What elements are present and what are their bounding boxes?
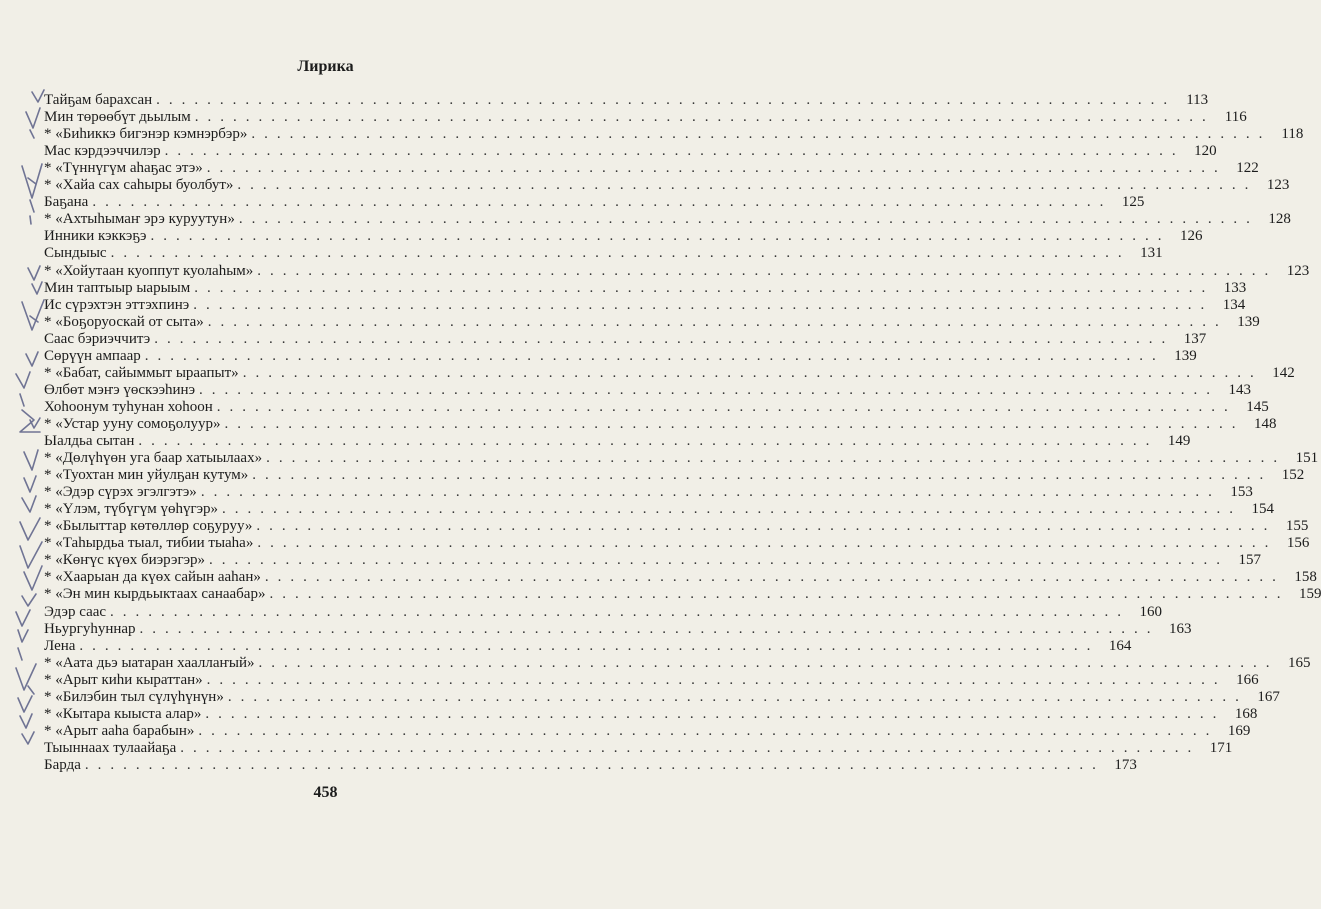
toc-entry: [44, 330, 1207, 348]
toc-entry-page: 113: [1186, 92, 1209, 108]
check-mark: [16, 664, 36, 690]
toc-entry: [44, 245, 1163, 262]
toc-entry-title: Өлбөт мэҥэ үөскээһинэ: [44, 381, 196, 398]
toc-entry-page: 152: [1281, 467, 1305, 484]
check-mark: [30, 130, 34, 138]
toc-entry-title: * «Үлэм, түбүгүм үөһүгэр»: [44, 501, 219, 518]
check-mark: [22, 300, 44, 330]
toc-entry-page: 151: [1295, 450, 1319, 467]
toc-entry: [44, 484, 1253, 501]
check-mark: [18, 630, 28, 642]
check-mark: [24, 450, 38, 470]
toc-entry: [44, 92, 1209, 109]
check-mark: [16, 610, 30, 626]
dot-leader: ................................................................................: [258, 654, 1279, 671]
toc-entry-title: * «Таһырдьа тыал, тибии тыаһа»: [44, 535, 254, 552]
dot-leader: ................................................................................: [227, 688, 1248, 705]
toc-entry-title: * «Ахтыһымаҥ эрэ куруутун»: [44, 211, 235, 228]
dot-leader: ................................................................................: [144, 347, 1165, 364]
dot-leader: ................................................................................: [79, 637, 1100, 654]
toc-entry-title: * «Бабат, сайыммыт ыраапыт»: [44, 364, 239, 381]
toc-entry-title: * «Кытара кыыста алар»: [44, 705, 202, 722]
check-mark: [20, 714, 32, 728]
toc-entry-page: 166: [1236, 671, 1259, 688]
toc-entry-page: 125: [1121, 194, 1145, 211]
dot-leader: ................................................................................: [138, 433, 1159, 449]
toc-entry-title: * «Биһиккэ бигэнэр кэмнэрбэр»: [44, 126, 248, 143]
toc-entry-page: 154: [1251, 501, 1275, 518]
check-mark: [22, 164, 42, 198]
toc-entry: [44, 756, 1137, 774]
toc-entry: [44, 313, 1260, 331]
toc-entry: [44, 535, 1310, 552]
toc-entry-page: 139: [1237, 313, 1260, 330]
toc-entry-page: 167: [1257, 688, 1280, 705]
dot-leader: ................................................................................: [194, 109, 1215, 126]
toc-entry: [44, 739, 1233, 757]
dot-leader: ................................................................................: [154, 330, 1175, 347]
toc-entry-page: 142: [1272, 364, 1295, 381]
toc-entry-title: * «Эдэр сүрэх эгэлгэтэ»: [44, 484, 197, 501]
toc-entry-title: Тайҕам барахсан: [44, 92, 153, 108]
toc-entry: [44, 671, 1259, 689]
toc-entry: [44, 262, 1310, 280]
check-mark: [28, 686, 34, 694]
check-mark: [16, 372, 30, 388]
toc-entry-page: 165: [1287, 654, 1311, 671]
toc-entry: [44, 381, 1252, 399]
toc-entry-title: Мас кэрдээччилэр: [44, 143, 161, 160]
check-mark: [30, 418, 40, 428]
toc-entry: [44, 364, 1295, 382]
toc-entry-title: * «Көҥүс күөх биэрэгэр»: [44, 552, 206, 569]
toc-entry-page: 163: [1169, 620, 1192, 637]
toc-entry-page: 156: [1286, 535, 1310, 552]
check-mark: [20, 410, 40, 432]
toc-entry-title: Сөрүүн ампаар: [44, 347, 141, 364]
toc-entry: [44, 637, 1132, 655]
toc-entry-page: 155: [1285, 518, 1309, 535]
dot-leader: ................................................................................: [209, 552, 1230, 569]
toc-entry: [44, 620, 1192, 638]
toc-entry: [44, 705, 1258, 723]
toc-entry-title: * «Билэбин тыл сүлүһүнүн»: [44, 688, 224, 705]
toc-entry-title: Тыыннаах тулаайаҕа: [44, 739, 177, 756]
dot-leader: ................................................................................: [207, 313, 1228, 330]
dot-leader: ................................................................................: [238, 211, 1259, 228]
toc-entry: [44, 143, 1217, 160]
toc-entry-title: * «Арыт ааһа барабын»: [44, 722, 195, 739]
dot-leader: ................................................................................: [264, 569, 1285, 586]
toc-entry: [44, 433, 1191, 450]
check-mark: [22, 496, 36, 512]
toc-entry-page: 143: [1228, 381, 1252, 398]
toc-entry: [44, 586, 1321, 603]
toc-entry: [44, 211, 1291, 228]
toc-entry-title: * «Хайа сах саһыры буолбут»: [44, 177, 234, 194]
check-mark: [32, 282, 42, 294]
dot-leader: ................................................................................: [224, 415, 1245, 432]
check-mark: [18, 648, 22, 660]
toc-entry-page: 131: [1140, 245, 1163, 262]
dot-leader: ................................................................................: [198, 722, 1219, 739]
toc-entry-page: 126: [1180, 228, 1203, 245]
toc-entry: [44, 109, 1247, 126]
dot-leader: ................................................................................: [251, 126, 1272, 143]
toc-entry: [44, 569, 1317, 586]
toc-entry-title: * «Былыттар көтөллөр соҕуруу»: [44, 518, 253, 535]
dot-leader: ................................................................................: [206, 671, 1227, 688]
toc-entry-title: * «Туохтан мин уйулҕан кутум»: [44, 467, 249, 484]
toc-entry-page: 171: [1209, 739, 1233, 756]
toc-entry-page: 123: [1266, 177, 1290, 194]
dot-leader: ................................................................................: [194, 279, 1215, 296]
dot-leader: ................................................................................: [269, 586, 1290, 603]
toc-entry-page: 118: [1281, 126, 1304, 143]
toc-entry-page: 158: [1294, 569, 1317, 586]
check-mark: [20, 518, 40, 540]
toc-entry: [44, 126, 1304, 143]
dot-leader: ................................................................................: [139, 620, 1160, 637]
toc-entry-title: Мин таптыыр ыарыым: [44, 279, 191, 296]
toc-entry: [44, 518, 1309, 535]
toc-entry-title: Ньургуһуннар: [44, 620, 136, 637]
dot-leader: ................................................................................: [92, 194, 1113, 211]
dot-leader: ................................................................................: [84, 756, 1105, 773]
toc-entry-title: * «Боҕоруоскай от сыта»: [44, 313, 204, 330]
toc-entry-page: 133: [1223, 279, 1247, 296]
toc-entry-page: 164: [1108, 637, 1132, 654]
toc-entry-page: 137: [1183, 330, 1207, 347]
dot-leader: ................................................................................: [200, 484, 1221, 501]
toc-entry-title: Хоһоонум туһунан хоһоон: [44, 398, 213, 415]
dot-leader: ................................................................................: [205, 705, 1226, 722]
toc-entry: [44, 279, 1247, 297]
dot-leader: ................................................................................: [150, 228, 1171, 245]
toc-entry-page: 149: [1167, 433, 1191, 449]
check-mark: [24, 476, 36, 492]
dot-leader: ................................................................................: [266, 450, 1287, 467]
toc-entry: [44, 450, 1319, 467]
toc-entry-title: * «Дөлүһүөн уга баар хатыылаах»: [44, 450, 263, 467]
toc-entry: [44, 296, 1246, 314]
dot-leader: ................................................................................: [252, 467, 1273, 484]
dot-leader: ................................................................................: [257, 535, 1278, 552]
dot-leader: ................................................................................: [193, 296, 1214, 313]
check-mark: [20, 542, 42, 568]
toc-entry-page: 145: [1246, 398, 1269, 415]
toc-entry: [44, 177, 1290, 194]
toc-entry-page: 123: [1286, 262, 1310, 279]
toc-entry-title: Инники кэккэҕэ: [44, 228, 147, 245]
toc-entry: [44, 467, 1305, 484]
toc-entry-title: * «Устар ууну сомоҕолуур»: [44, 415, 221, 432]
dot-leader: ................................................................................: [256, 518, 1277, 535]
toc-entry-title: Мин төрөөбүт дьылым: [44, 109, 191, 126]
dot-leader: ................................................................................: [216, 398, 1237, 415]
toc-entry-page: 120: [1194, 143, 1217, 160]
toc-entry-page: 148: [1254, 415, 1277, 432]
toc-entry-title: Сындыыс: [44, 245, 107, 262]
toc-entry-title: Лена: [44, 637, 76, 654]
toc-entry-title: Саас бэриэччитэ: [44, 330, 151, 347]
check-mark: [22, 732, 34, 744]
toc-entry-page: 153: [1230, 484, 1253, 501]
dot-leader: ................................................................................: [222, 501, 1243, 518]
toc-entry-title: Эдэр саас: [44, 603, 107, 620]
toc-entry: [44, 552, 1262, 569]
check-mark: [22, 594, 36, 606]
toc-entry: [44, 654, 1311, 672]
toc-entry-page: 173: [1114, 756, 1137, 773]
toc-entry-page: 169: [1227, 722, 1251, 739]
dot-leader: ................................................................................: [206, 160, 1227, 177]
check-mark: [30, 200, 34, 212]
toc-entry-page: 134: [1222, 296, 1246, 313]
dot-leader: ................................................................................: [199, 381, 1220, 398]
toc-entry: [44, 603, 1163, 621]
toc-entry-title: * «Аата дьэ ыатаран хааллаҥый»: [44, 654, 255, 671]
toc-entry: [44, 688, 1280, 706]
dot-leader: ................................................................................: [164, 143, 1185, 160]
toc-entry: [44, 398, 1269, 416]
toc-entry-page: 116: [1224, 109, 1247, 126]
dot-leader: ................................................................................: [110, 603, 1131, 620]
toc-entry-title: Баҕана: [44, 194, 89, 211]
dot-leader: ................................................................................: [257, 262, 1278, 279]
toc-entry: [44, 347, 1197, 365]
check-mark: [24, 566, 42, 590]
toc-entry-page: 157: [1238, 552, 1262, 569]
toc-entry-page: 128: [1268, 211, 1291, 228]
check-mark: [28, 178, 36, 184]
check-mark: [32, 90, 44, 102]
toc-entry-title: * «Хойутаан куоппут куолаһым»: [44, 262, 254, 279]
toc-entry: [44, 160, 1259, 177]
check-mark: [30, 316, 38, 322]
toc-entry: [44, 722, 1251, 740]
check-mark: [26, 108, 40, 128]
toc-entry-page: 122: [1236, 160, 1259, 177]
dot-leader: ................................................................................: [242, 364, 1263, 381]
dot-leader: ................................................................................: [237, 177, 1258, 194]
check-mark: [28, 266, 40, 280]
toc-entry-title: * «Арыт киһи кыраттан»: [44, 671, 203, 688]
dot-leader: ................................................................................: [156, 92, 1177, 108]
toc-entry: [44, 228, 1203, 245]
toc-entry-page: 159: [1298, 586, 1321, 603]
toc-entry-title: * «Хаарыан да күөх сайын ааһан»: [44, 569, 261, 586]
toc-entry-page: 139: [1174, 347, 1197, 364]
toc-entry-page: 160: [1139, 603, 1163, 620]
toc-entry-title: * «Түннүгүм аһаҕас этэ»: [44, 160, 203, 177]
toc-entry: [44, 415, 1277, 433]
toc-entry: [44, 501, 1275, 518]
toc-entry-title: Ис сүрэхтэн эттэхпинэ: [44, 296, 190, 313]
toc-entry-page: 168: [1234, 705, 1258, 722]
dot-leader: ................................................................................: [110, 245, 1131, 262]
check-mark: [20, 394, 24, 406]
check-mark: [18, 696, 32, 712]
check-mark: [26, 352, 38, 366]
dot-leader: ................................................................................: [180, 739, 1201, 756]
check-mark: [30, 216, 31, 224]
section-title: Лирика: [297, 58, 354, 75]
toc-entry-title: Ыалдьа сытан: [44, 433, 135, 449]
toc-entry: [44, 194, 1145, 211]
toc-entry-title: Барда: [44, 756, 81, 773]
page-number: 458: [313, 784, 338, 801]
toc-entry-title: * «Эн мин кырдьыктаах санаабар»: [44, 586, 266, 603]
